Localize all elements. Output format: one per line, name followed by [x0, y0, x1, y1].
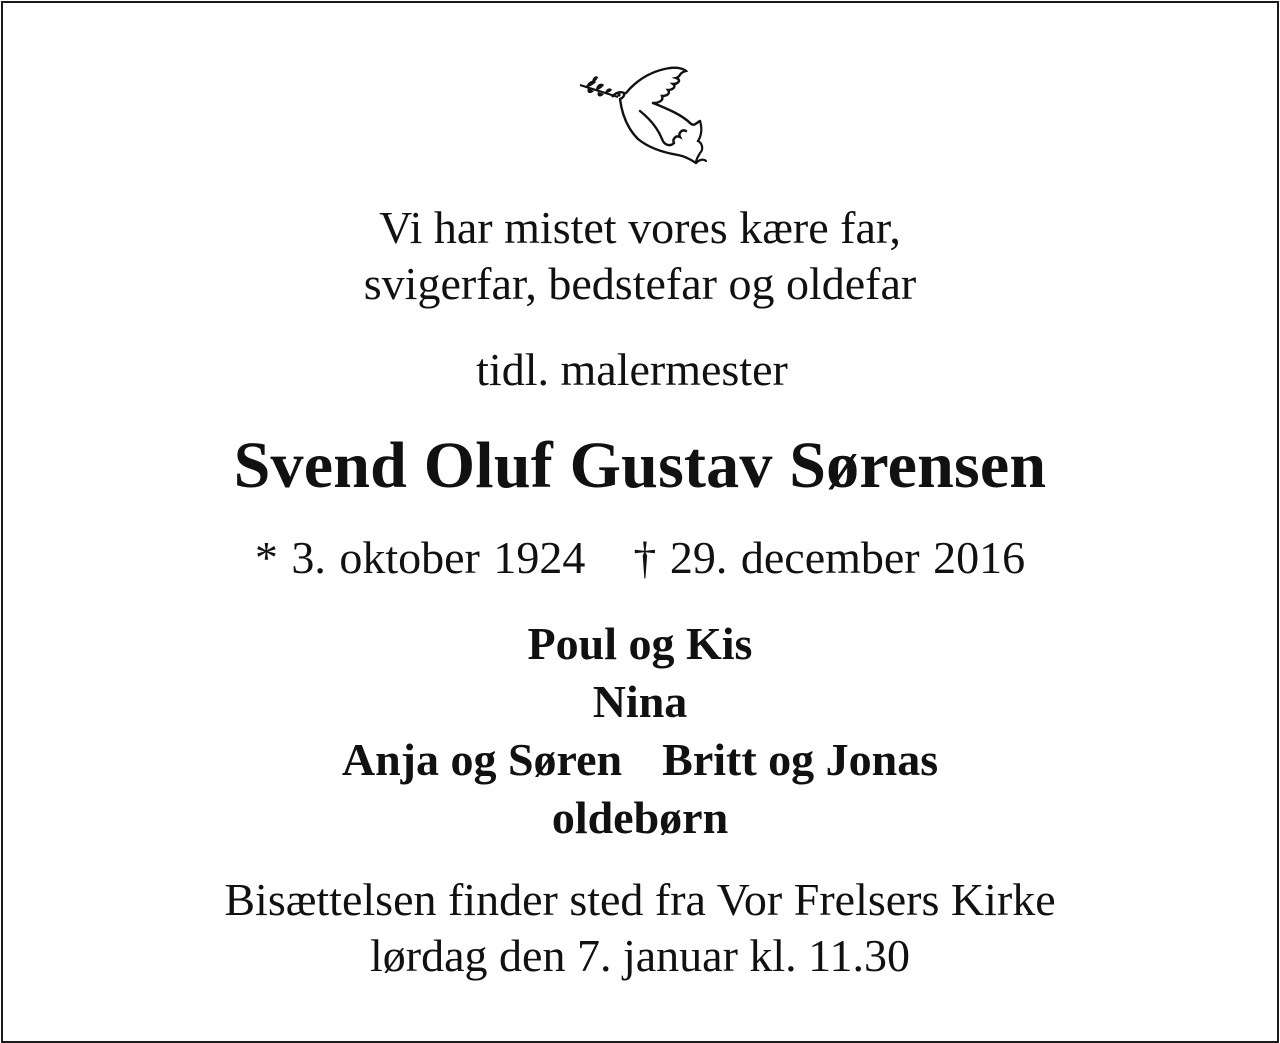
intro-line-1: Vi har mistet vores kære far, — [379, 202, 901, 253]
occupation-title: tidl. malermester — [476, 344, 788, 395]
intro-line-2: svigerfar, bedstefar og oldefar — [363, 258, 917, 309]
funeral-line-2: lørdag den 7. januar kl. 11.30 — [370, 930, 910, 981]
dove-icon — [578, 63, 708, 173]
family-line-2: Nina — [592, 676, 688, 727]
family-line-1: Poul og Kis — [527, 618, 753, 669]
deceased-name: Svend Oluf Gustav Sørensen — [233, 429, 1047, 502]
life-dates — [3, 531, 1277, 584]
birth-date: * 3. oktober 1924 — [254, 532, 586, 583]
family-couple-1: Anja og Søren — [341, 734, 623, 785]
funeral-line-1: Bisættelsen finder sted fra Vor Frelsers Kirke — [224, 874, 1056, 925]
family-line-3 — [3, 731, 1277, 789]
obituary-notice — [1, 1, 1279, 1043]
death-date: † 29. december 2016 — [633, 532, 1026, 583]
family-couple-2: Britt og Jonas — [662, 734, 939, 785]
family-line-4: oldebørn — [551, 792, 729, 843]
